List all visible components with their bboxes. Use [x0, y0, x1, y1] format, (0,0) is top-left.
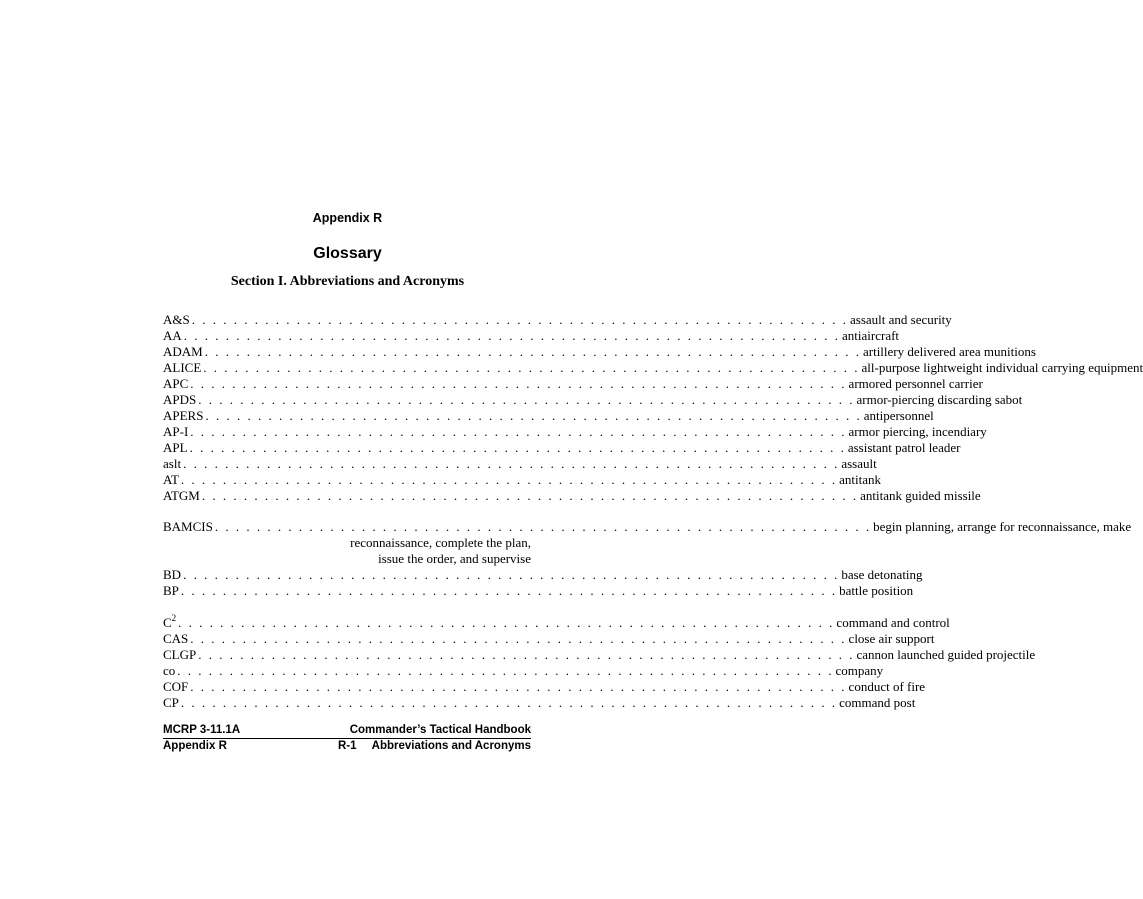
dot-leader: . . . . . . . . . . . . . . . . . . . . . . . . . . . . . . . . . . . . . . . . . . . . . . . . . . . . . . . . . . . . . . .: [201, 488, 859, 503]
dot-leader: . . . . . . . . . . . . . . . . . . . . . . . . . . . . . . . . . . . . . . . . . . . . . . . . . . . . . . . . . . . . . . .: [189, 440, 846, 455]
dot-leader: . . . . . . . . . . . . . . . . . . . . . . . . . . . . . . . . . . . . . . . . . . . . . . . . . . . . . . . . . . . . . . .: [190, 679, 847, 694]
glossary-entry: [163, 647, 1036, 663]
dot-leader: . . . . . . . . . . . . . . . . . . . . . . . . . . . . . . . . . . . . . . . . . . . . . . . . . . . . . . . . . . . . . . .: [204, 344, 861, 359]
glossary-entry: [163, 312, 952, 328]
glossary-term: APL: [163, 440, 188, 455]
glossary-entry: [163, 631, 935, 647]
glossary-term: AT: [163, 472, 179, 487]
glossary-term: APERS: [163, 408, 204, 423]
glossary-term: CLGP: [163, 647, 197, 662]
glossary-entry: [163, 583, 914, 599]
page-title: Glossary: [313, 245, 382, 262]
footer-doc-title: Commander’s Tactical Handbook: [349, 724, 531, 736]
dot-leader: . . . . . . . . . . . . . . . . . . . . . . . . . . . . . . . . . . . . . . . . . . . . . . . . . . . . . . . . . . . . . . .: [180, 583, 838, 598]
glossary-entry: [163, 376, 983, 392]
glossary-entry: [163, 408, 934, 424]
dot-leader: . . . . . . . . . . . . . . . . . . . . . . . . . . . . . . . . . . . . . . . . . . . . . . . . . . . . . . . . . . . . . . .: [177, 663, 834, 678]
page-footer: [163, 723, 531, 754]
glossary-entry: [163, 456, 877, 472]
glossary-term: ADAM: [163, 344, 203, 359]
footer-appendix: Appendix R: [163, 740, 227, 752]
section-heading: Section I. Abbreviations and Acronyms: [230, 274, 465, 289]
glossary-term: BAMCIS: [163, 519, 213, 534]
glossary-definition: antiaircraft: [842, 328, 900, 343]
dot-leader: . . . . . . . . . . . . . . . . . . . . . . . . . . . . . . . . . . . . . . . . . . . . . . . . . . . . . . . . . . . . . . .: [183, 456, 840, 471]
dot-leader: . . . . . . . . . . . . . . . . . . . . . . . . . . . . . . . . . . . . . . . . . . . . . . . . . . . . . . . . . . . . . . .: [205, 408, 862, 423]
footer-doc-number: MCRP 3-11.1A: [163, 724, 241, 736]
dot-leader: . . . . . . . . . . . . . . . . . . . . . . . . . . . . . . . . . . . . . . . . . . . . . . . . . . . . . . . . . . . . . . .: [198, 392, 855, 407]
glossary-term: A&S: [163, 312, 190, 327]
glossary-definition: command post: [839, 695, 916, 710]
glossary-definition-continuation: issue the order, and supervise: [378, 551, 531, 566]
dot-leader: . . . . . . . . . . . . . . . . . . . . . . . . . . . . . . . . . . . . . . . . . . . . . . . . . . . . . . . . . . . . . . .: [183, 328, 841, 343]
glossary-entry: [163, 328, 900, 344]
dot-leader: . . . . . . . . . . . . . . . . . . . . . . . . . . . . . . . . . . . . . . . . . . . . . . . . . . . . . . . . . . . . . . .: [198, 647, 855, 662]
glossary-entry: [163, 424, 987, 440]
glossary-term: CP: [163, 695, 179, 710]
glossary-entry: [163, 679, 926, 695]
glossary-term: AA: [163, 328, 182, 343]
footer-section: Abbreviations and Acronyms: [371, 740, 531, 752]
glossary-term: aslt: [163, 456, 182, 471]
dot-leader: . . . . . . . . . . . . . . . . . . . . . . . . . . . . . . . . . . . . . . . . . . . . . . . . . . . . . . . . . . . . . . .: [190, 631, 847, 646]
glossary-term: ALICE: [163, 360, 202, 375]
glossary-entry: [163, 613, 950, 631]
dot-leader: . . . . . . . . . . . . . . . . . . . . . . . . . . . . . . . . . . . . . . . . . . . . . . . . . . . . . . . . . . . . . . .: [180, 472, 838, 487]
glossary-definition: assault: [841, 456, 877, 471]
glossary-definition: command and control: [836, 615, 950, 630]
glossary-definition: artillery delivered area munitions: [862, 344, 1036, 359]
dot-leader: . . . . . . . . . . . . . . . . . . . . . . . . . . . . . . . . . . . . . . . . . . . . . . . . . . . . . . . . . . . . . . .: [178, 615, 835, 630]
glossary-entry: [163, 663, 884, 679]
glossary-entry: [163, 440, 961, 456]
glossary-definition: conduct of fire: [848, 679, 926, 694]
glossary-entry: [163, 360, 1143, 376]
glossary-definition: assault and security: [849, 312, 952, 327]
glossary-definition: battle position: [839, 583, 914, 598]
glossary-group: [163, 613, 1036, 711]
glossary-term: BD: [163, 567, 182, 582]
dot-leader: . . . . . . . . . . . . . . . . . . . . . . . . . . . . . . . . . . . . . . . . . . . . . . . . . . . . . . . . . . . . . . .: [203, 360, 860, 375]
term-superscript: 2: [171, 613, 177, 623]
glossary-definition: base detonating: [841, 567, 923, 582]
glossary-term: BP: [163, 583, 179, 598]
glossary-term: $C^2$: [163, 613, 177, 630]
glossary-term: COF: [163, 679, 189, 694]
glossary-entry: [163, 695, 916, 711]
glossary-entry: [163, 344, 1036, 360]
dot-leader: . . . . . . . . . . . . . . . . . . . . . . . . . . . . . . . . . . . . . . . . . . . . . . . . . . . . . . . . . . . . . . .: [190, 376, 847, 391]
glossary-group: [163, 519, 1132, 599]
glossary-entry: [163, 488, 981, 504]
glossary-definition: antitank guided missile: [860, 488, 981, 503]
glossary-term: co: [163, 663, 176, 678]
glossary-definition: armor piercing, incendiary: [848, 424, 987, 439]
glossary-definition-continuation: reconnaissance, complete the plan,: [350, 535, 531, 550]
glossary-definition: antitank: [839, 472, 882, 487]
glossary-definition: armor-piercing discarding sabot: [856, 392, 1023, 407]
glossary-entry: [163, 392, 1023, 408]
glossary-entry: [163, 567, 923, 583]
dot-leader: . . . . . . . . . . . . . . . . . . . . . . . . . . . . . . . . . . . . . . . . . . . . . . . . . . . . . . . . . . . . . . .: [191, 312, 848, 327]
glossary-definition: cannon launched guided projectile: [856, 647, 1036, 662]
dot-leader: . . . . . . . . . . . . . . . . . . . . . . . . . . . . . . . . . . . . . . . . . . . . . . . . . . . . . . . . . . . . . . .: [180, 695, 838, 710]
appendix-label: Appendix R: [312, 211, 383, 225]
glossary-entry: [163, 472, 882, 488]
glossary-definition: begin planning, arrange for reconnaissance, make: [873, 519, 1132, 534]
dot-leader: . . . . . . . . . . . . . . . . . . . . . . . . . . . . . . . . . . . . . . . . . . . . . . . . . . . . . . . . . . . . . . .: [183, 567, 840, 582]
glossary-term: CAS: [163, 631, 189, 646]
glossary-definition: armored personnel carrier: [848, 376, 983, 391]
glossary-term: APC: [163, 376, 189, 391]
glossary-definition: antipersonnel: [863, 408, 934, 423]
glossary-definition: company: [835, 663, 884, 678]
glossary-definition: all-purpose lightweight individual carrying equipment: [861, 360, 1143, 375]
glossary-definition: close air support: [848, 631, 935, 646]
footer-page-number: R-1: [338, 740, 357, 752]
glossary-group: [163, 312, 1143, 504]
dot-leader: . . . . . . . . . . . . . . . . . . . . . . . . . . . . . . . . . . . . . . . . . . . . . . . . . . . . . . . . . . . . . . .: [214, 519, 872, 534]
glossary-definition: assistant patrol leader: [847, 440, 961, 455]
dot-leader: . . . . . . . . . . . . . . . . . . . . . . . . . . . . . . . . . . . . . . . . . . . . . . . . . . . . . . . . . . . . . . .: [190, 424, 847, 439]
glossary-term: ATGM: [163, 488, 200, 503]
glossary-term: AP-I: [163, 424, 189, 439]
glossary-entry: [163, 519, 1132, 535]
glossary-term: APDS: [163, 392, 197, 407]
